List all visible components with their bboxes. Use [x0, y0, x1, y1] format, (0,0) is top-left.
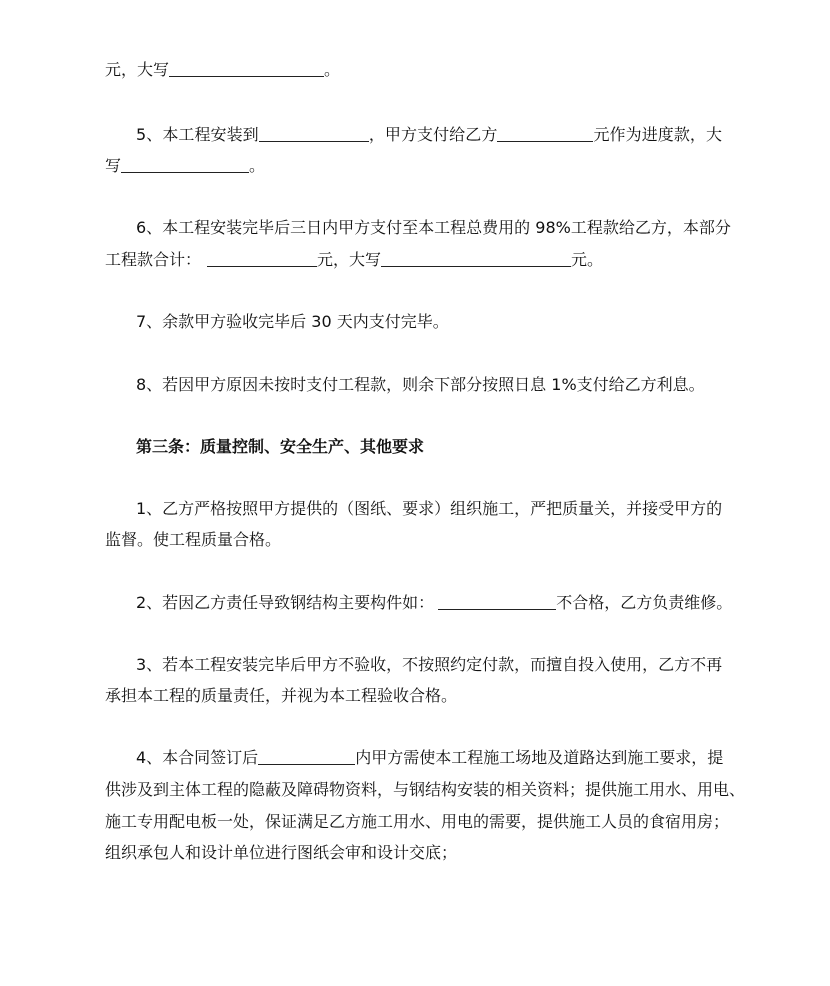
- text: 不合格，乙方负责维修。: [556, 593, 733, 612]
- quality-4-line-1: [136, 748, 722, 768]
- quality-4-line-3: 施工专用配电板一处，保证满足乙方施工用水、用电的需要，提供施工人员的食宿用房；: [105, 812, 730, 831]
- clause-5-line-1: [136, 125, 722, 145]
- blank-field[interactable]: [169, 60, 324, 77]
- blank-field[interactable]: [121, 156, 249, 173]
- text: 。: [249, 156, 266, 175]
- line-amount-words: [105, 60, 340, 80]
- quality-3-line-1: 3、若本工程安装完毕后甲方不验收，不按照约定付款，而擅自投入使用，乙方不再: [136, 655, 723, 674]
- section-heading: 第三条：质量控制、安全生产、其他要求: [136, 437, 425, 456]
- quality-2: [136, 593, 732, 613]
- quality-4-line-2: 供涉及到主体工程的隐蔽及障碍物资料，与钢结构安装的相关资料；提供施工用水、用电、: [105, 780, 746, 799]
- quality-4-line-4: 组织承包人和设计单位进行图纸会审和设计交底；: [105, 843, 458, 862]
- text: ，甲方支付给乙方: [368, 125, 498, 144]
- blank-field[interactable]: [207, 250, 317, 267]
- text: 元，大写: [317, 250, 382, 269]
- clause-6-line-2: [105, 250, 603, 270]
- text: 工程款合计：: [105, 250, 202, 269]
- quality-1-line-1: 1、乙方严格按照甲方提供的（图纸、要求）组织施工，严把质量关，并接受甲方的: [136, 499, 723, 518]
- quality-1-line-2: 监督。使工程质量合格。: [105, 530, 282, 549]
- blank-field[interactable]: [259, 125, 369, 142]
- clause-8: 8、若因甲方原因未按时支付工程款，则余下部分按照日息 1%支付给乙方利息。: [136, 375, 705, 394]
- text: 内甲方需使本工程施工场地及道路达到施工要求，提: [355, 748, 724, 767]
- text: 写: [105, 156, 122, 175]
- quality-3-line-2: 承担本工程的质量责任，并视为本工程验收合格。: [105, 686, 458, 705]
- blank-field[interactable]: [497, 125, 593, 142]
- clause-5-line-2: [105, 156, 265, 176]
- text: 4、本合同签订后: [136, 748, 259, 767]
- text: 元作为进度款，大: [593, 125, 722, 144]
- text: 2、若因乙方责任导致钢结构主要构件如：: [136, 593, 435, 612]
- blank-field[interactable]: [381, 250, 571, 267]
- clause-6-line-1: 6、本工程安装完毕后三日内甲方支付至本工程总费用的 98%工程款给乙方，本部分: [136, 218, 731, 237]
- text: 5、本工程安装到: [136, 125, 259, 144]
- clause-7: 7、余款甲方验收完毕后 30 天内支付完毕。: [136, 312, 449, 331]
- text: 。: [324, 60, 341, 79]
- text: 元。: [571, 250, 604, 269]
- text: 元，大写: [105, 60, 170, 79]
- blank-field[interactable]: [258, 748, 355, 765]
- blank-field[interactable]: [438, 593, 556, 610]
